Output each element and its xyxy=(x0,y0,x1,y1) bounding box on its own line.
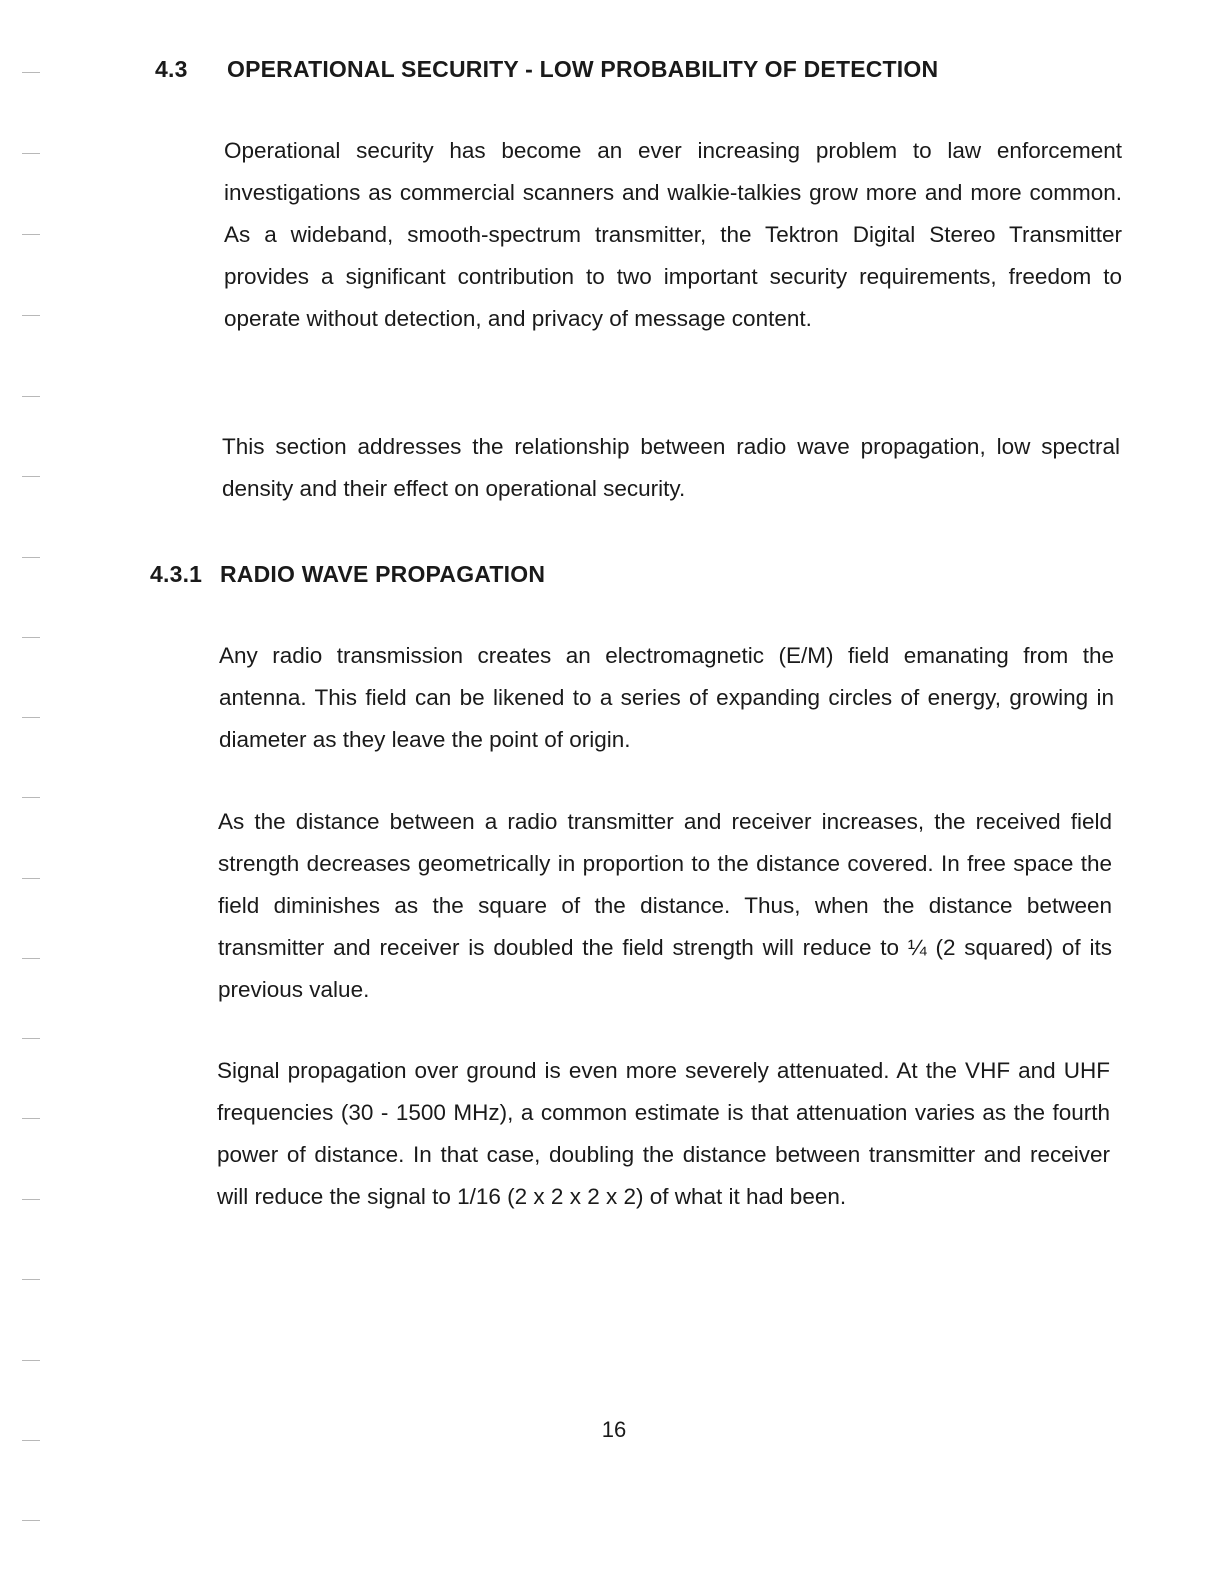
margin-tick xyxy=(22,1279,40,1280)
section-title: OPERATIONAL SECURITY - LOW PROBABILITY OF DETECTION xyxy=(227,56,939,82)
margin-tick xyxy=(22,1520,40,1521)
subsection-title: RADIO WAVE PROPAGATION xyxy=(220,561,546,587)
margin-tick xyxy=(22,153,40,154)
margin-tick xyxy=(22,1118,40,1119)
margin-tick xyxy=(22,958,40,959)
section-paragraph-1: Operational security has become an ever increasing problem to law enforcement investigations as commercial scanners and walkie-talkies grow more and more common. As a wideband, smooth-spectrum transmitter, the Tektron Digital Stereo Transmitter provides a significant contribution to two important security requirements, freedom to operate without detection, and privacy of message content. xyxy=(224,138,1122,331)
margin-tick xyxy=(22,797,40,798)
margin-tick xyxy=(22,878,40,879)
margin-tick xyxy=(22,637,40,638)
margin-tick xyxy=(22,1038,40,1039)
margin-tick xyxy=(22,557,40,558)
subsection-heading xyxy=(150,561,546,588)
margin-tick xyxy=(22,396,40,397)
subsection-paragraph-3: Signal propagation over ground is even more severely attenuated. At the VHF and UHF frequencies (30 - 1500 MHz), a common estimate is that attenuation varies as the fourth power of distance. In that case, doubling the distance between transmitter and receiver will reduce the signal to 1/16 (2 x 2 x 2 x 2) of what it had been. xyxy=(217,1058,1110,1209)
section-paragraph-2: This section addresses the relationship between radio wave propagation, low spectral density and their effect on operational security. xyxy=(222,434,1120,501)
subsection-paragraph-1: Any radio transmission creates an electromagnetic (E/M) field emanating from the antenna. This field can be likened to a series of expanding circles of energy, growing in diameter as they leave the point of origin. xyxy=(219,643,1114,752)
margin-tick xyxy=(22,1360,40,1361)
margin-tick xyxy=(22,476,40,477)
page-number: 16 xyxy=(601,1417,627,1442)
margin-tick xyxy=(22,234,40,235)
margin-tick xyxy=(22,315,40,316)
margin-tick xyxy=(22,72,40,73)
subsection-number: 4.3.1 xyxy=(150,561,203,587)
subsection-paragraph-2: As the distance between a radio transmitter and receiver increases, the received field strength decreases geometrically in proportion to the distance covered. In free space the field diminishes as the square of the distance. Thus, when the distance between transmitter and receiver is doubled the field strength will reduce to ¼ (2 squared) of its previous value. xyxy=(218,809,1112,1002)
margin-tick xyxy=(22,1199,40,1200)
section-number: 4.3 xyxy=(155,56,188,82)
section-heading xyxy=(155,56,939,83)
margin-tick xyxy=(22,717,40,718)
